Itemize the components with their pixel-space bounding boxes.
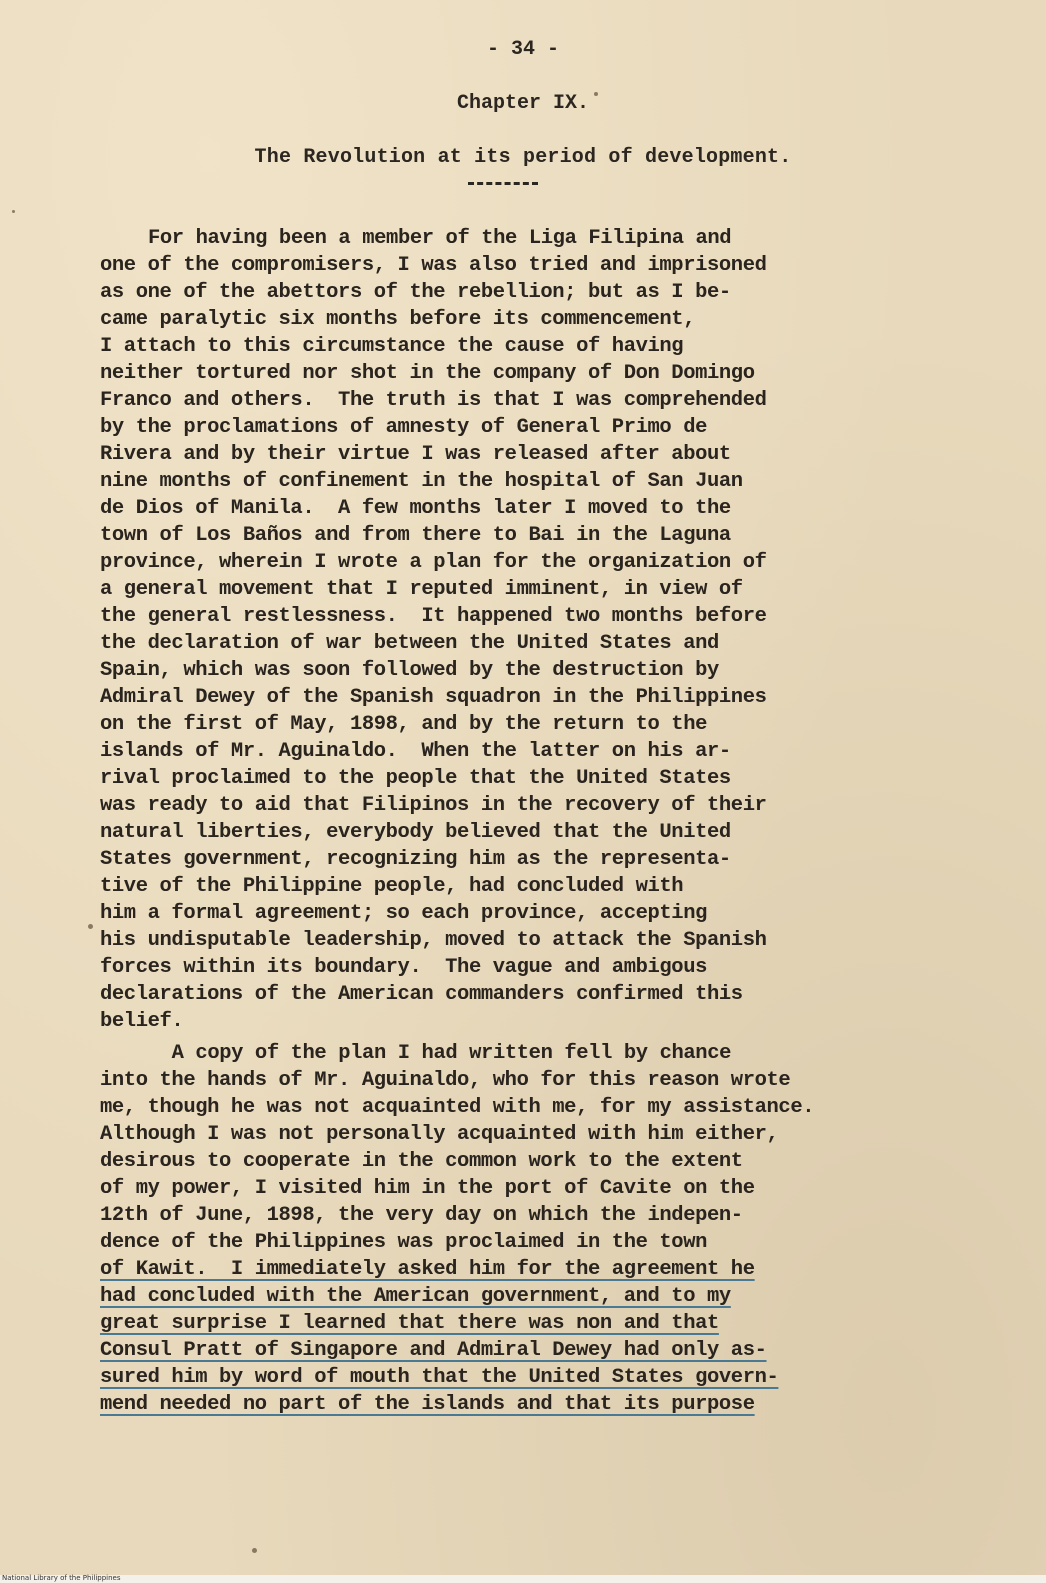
paper-speck	[594, 92, 598, 96]
text-line: 12th of June, 1898, the very day on which the indepen-	[100, 1204, 743, 1227]
text-line: the declaration of war between the United States and	[100, 632, 719, 655]
text-line: as one of the abettors of the rebellion; but as I be-	[100, 281, 731, 304]
text-line: tive of the Philippine people, had concluded with	[100, 875, 684, 898]
text-line: forces within its boundary. The vague and ambigous	[100, 956, 708, 979]
text-line: Although I was not personally acquainted with him either,	[100, 1123, 779, 1146]
text-line: declarations of the American commanders confirmed this	[100, 983, 743, 1006]
text-line: I attach to this circumstance the cause of having	[100, 335, 684, 358]
text-line: me, though he was not acquainted with me, for my assistance.	[100, 1096, 815, 1119]
text-line: desirous to cooperate in the common work to the extent	[100, 1150, 743, 1173]
text-line: his undisputable leadership, moved to attack the Spanish	[100, 929, 767, 952]
text-line: dence of the Philippines was proclaimed in the town	[100, 1231, 708, 1254]
text-line: great surprise I learned that there was non and that	[100, 1312, 719, 1335]
text-line: belief.	[100, 1010, 184, 1033]
text-line: mend needed no part of the islands and that its purpose	[100, 1393, 755, 1416]
text-line: rival proclaimed to the people that the United States	[100, 767, 731, 790]
text-line: on the first of May, 1898, and by the return to the	[100, 713, 708, 736]
chapter-heading: Chapter IX.	[456, 92, 590, 115]
text-line: town of Los Baños and from there to Bai in the Laguna	[100, 524, 731, 547]
text-line: nine months of confinement in the hospital of San Juan	[100, 470, 743, 493]
text-line: into the hands of Mr. Aguinaldo, who for this reason wrote	[100, 1069, 791, 1092]
text-line: de Dios of Manila. A few months later I moved to the	[100, 497, 731, 520]
chapter-subtitle: The Revolution at its period of development.	[254, 146, 792, 169]
paper-speck	[88, 924, 93, 929]
text-line: sured him by word of mouth that the United States govern-	[100, 1366, 779, 1389]
text-line: had concluded with the American government, and to my	[100, 1285, 731, 1308]
heading-divider	[468, 182, 538, 185]
text-line: Rivera and by their virtue I was released after about	[100, 443, 731, 466]
text-line: by the proclamations of amnesty of General Primo de	[100, 416, 708, 439]
footer-credit: National Library of the Philippines	[2, 1574, 121, 1582]
paragraph-1	[100, 225, 870, 1035]
text-line: natural liberties, everybody believed that the United	[100, 821, 731, 844]
page-number: - 34 -	[486, 38, 559, 61]
text-line: Franco and others. The truth is that I was comprehended	[100, 389, 767, 412]
paper-speck	[252, 1548, 257, 1553]
text-line: islands of Mr. Aguinaldo. When the latter on his ar-	[100, 740, 731, 763]
text-line: came paralytic six months before its commencement,	[100, 308, 696, 331]
text-line: was ready to aid that Filipinos in the recovery of their	[100, 794, 767, 817]
text-line: the general restlessness. It happened two months before	[100, 605, 767, 628]
text-line: For having been a member of the Liga Filipina and	[148, 227, 732, 250]
paper-speck	[12, 210, 15, 213]
text-line: Admiral Dewey of the Spanish squadron in the Philippines	[100, 686, 767, 709]
text-line: a general movement that I reputed imminent, in view of	[100, 578, 743, 601]
text-line: of my power, I visited him in the port of Cavite on the	[100, 1177, 755, 1200]
text-line: neither tortured nor shot in the company of Don Domingo	[100, 362, 755, 385]
text-line: him a formal agreement; so each province, accepting	[100, 902, 708, 925]
paragraph-2	[100, 1040, 870, 1418]
text-line: States government, recognizing him as the representa-	[100, 848, 731, 871]
text-line: A copy of the plan I had written fell by chance	[124, 1042, 732, 1065]
text-line: Spain, which was soon followed by the destruction by	[100, 659, 719, 682]
text-line: one of the compromisers, I was also tried and imprisoned	[100, 254, 767, 277]
text-line: of Kawit. I immediately asked him for the agreement he	[100, 1258, 755, 1281]
text-line: province, wherein I wrote a plan for the organization of	[100, 551, 767, 574]
text-line: Consul Pratt of Singapore and Admiral Dewey had only as-	[100, 1339, 767, 1362]
